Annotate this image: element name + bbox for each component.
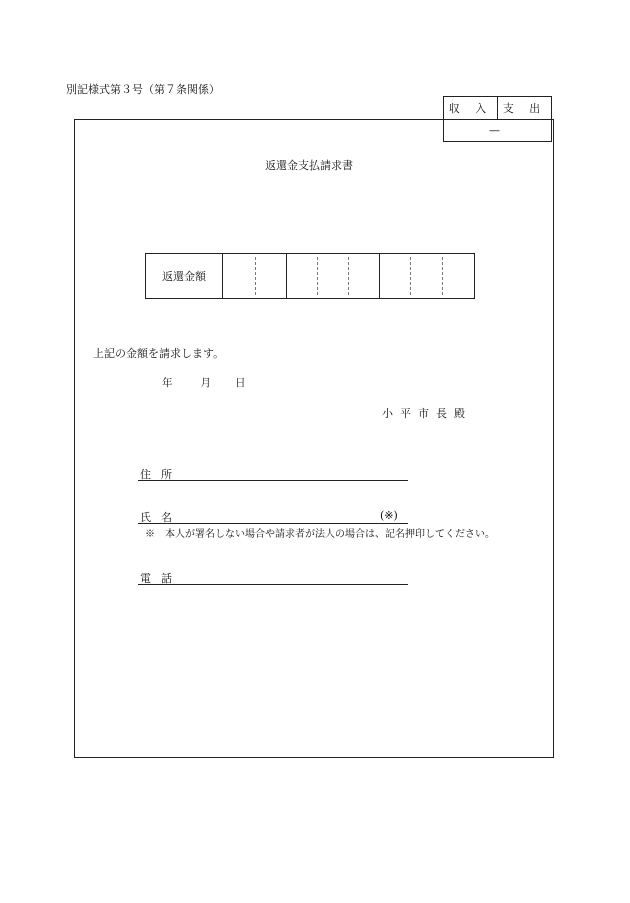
- form-frame: [74, 119, 554, 758]
- date-day: 日: [235, 377, 246, 389]
- name-note: ※ 本人が署名しない場合や請求者が法人の場合は、記名押印してください。: [145, 529, 495, 540]
- digit-separator: [379, 254, 380, 298]
- date-year: 年: [162, 377, 173, 389]
- digit-separator: [317, 257, 318, 295]
- income-cell: 収 入: [444, 97, 498, 120]
- receipt-value-cell: —: [489, 124, 506, 137]
- phone-label: 電話: [140, 572, 182, 585]
- addressee: 小平市長殿: [382, 407, 472, 420]
- amount-label: 返還金額: [146, 254, 223, 298]
- date-month: 月: [200, 377, 211, 389]
- document-title: 返還金支払請求書: [265, 159, 353, 172]
- date-line: [162, 375, 246, 390]
- digit-separator: [442, 257, 443, 295]
- name-label: 氏名: [140, 511, 182, 524]
- digit-separator: [410, 257, 411, 295]
- digit-separator: [348, 257, 349, 295]
- request-text: 上記の金額を請求します。: [93, 347, 225, 360]
- amount-box: [145, 253, 475, 299]
- expense-cell: 支 出: [498, 97, 551, 120]
- name-mark: (※): [380, 509, 398, 522]
- form-caption: 別記様式第３号（第７条関係）: [66, 83, 220, 96]
- address-label: 住所: [140, 468, 182, 481]
- digit-separator: [286, 254, 287, 298]
- digit-separator: [255, 257, 256, 295]
